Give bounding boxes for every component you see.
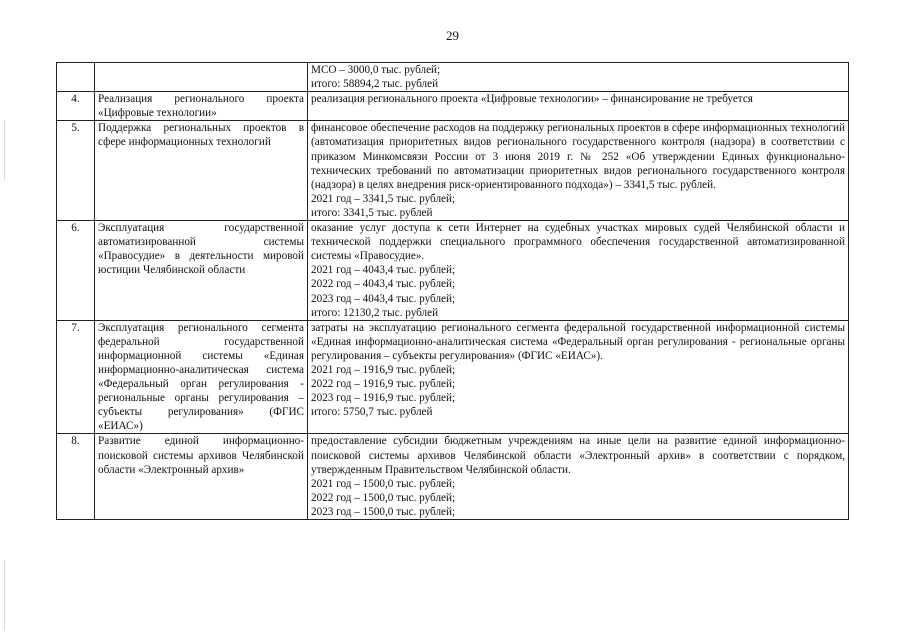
description-line: 2021 год – 4043,4 тыс. рублей; xyxy=(311,264,456,277)
row-number-cell: 4. xyxy=(57,92,95,121)
program-measures-table xyxy=(56,62,849,520)
description-line: итого: 12130,2 тыс. рублей xyxy=(311,306,439,319)
description-line: итого: 3341,5 тыс. рублей xyxy=(311,206,433,219)
description-line: 2023 год – 1916,9 тыс. рублей; xyxy=(311,392,456,405)
measure-description-cell xyxy=(308,221,849,321)
measure-description-cell xyxy=(308,63,849,92)
scan-edge-mark xyxy=(4,560,5,630)
measure-name-cell: Эксплуатация государственной автоматизированной системы «Правосудие» в деятельности мировой юстиции Челябинской области xyxy=(95,221,308,321)
scan-edge-mark xyxy=(4,120,5,180)
description-line: МСО – 3000,0 тыс. рублей; xyxy=(311,64,441,76)
row-number-cell: 8. xyxy=(57,434,95,520)
measure-name-cell: Развитие единой информационно-поисковой системы архивов Челябинской области «Электронный архив» xyxy=(95,434,308,520)
description-line: 2022 год – 1916,9 тыс. рублей; xyxy=(311,378,456,391)
description-line: финансовое обеспечение расходов на поддержку региональных проектов в сфере информационных технологий (автоматизация приоритетных видов регионального государственного контроля (надзора) в соответствии с приказом Минкомсвязи России от 3 июня 2019 г. № 252 «Об утверждении Единых функционально-технических требований по автоматизации приоритетных видов регионального государственного контроля (надзора) в целях внедрения риск-ориентированного подхода») – 3341,5 тыс. рублей. xyxy=(311,122,845,191)
row-number-cell: 7. xyxy=(57,320,95,434)
row-number-cell: 6. xyxy=(57,221,95,321)
description-line: итого: 58894,2 тыс. рублей xyxy=(311,78,439,91)
measure-name-cell xyxy=(95,63,308,92)
row-number-cell xyxy=(57,63,95,92)
measure-name-cell: Реализация регионального проекта «Цифровые технологии» xyxy=(95,92,308,121)
description-line: 2023 год – 4043,4 тыс. рублей; xyxy=(311,292,456,305)
measure-name-cell: Эксплуатация регионального сегмента федеральной государственной информационной системы «Единая информационно-аналитическая система «Федеральный орган регулирования - региональные органы регулирования – субъекты регулирования» (ФГИС «ЕИАС») xyxy=(95,320,308,434)
measure-description-cell xyxy=(308,434,849,520)
table-row xyxy=(57,221,849,321)
table-body xyxy=(57,63,849,520)
description-line: затраты на эксплуатацию регионального сегмента федеральной государственной информационной системы «Единая информационно-аналитическая система «Федеральный орган регулирования - региональные органы регулирования – субъекты регулирования» (ФГИС «ЕИАС»). xyxy=(311,321,845,362)
table-row xyxy=(57,92,849,121)
description-line: реализация регионального проекта «Цифровые технологии» – финансирование не требуется xyxy=(311,93,753,106)
measure-description-cell xyxy=(308,92,849,121)
table-row xyxy=(57,63,849,92)
table-row xyxy=(57,121,849,221)
description-line: предоставление субсидии бюджетным учреждениям на иные цели на развитие единой информационно-поисковой системы архивов Челябинской области «Электронный архив» в соответствии с порядком, утвержденным Правительством Челябинской области. xyxy=(311,435,845,476)
description-line: 2021 год – 1916,9 тыс. рублей; xyxy=(311,363,456,376)
measure-description-cell xyxy=(308,320,849,434)
description-line: 2022 год – 4043,4 тыс. рублей; xyxy=(311,278,456,291)
table-row xyxy=(57,434,849,520)
description-line: 2021 год – 1500,0 тыс. рублей; xyxy=(311,477,456,490)
table-row xyxy=(57,320,849,434)
description-line: оказание услуг доступа к сети Интернет на судебных участках мировых судей Челябинской области и технической поддержки специального программного обеспечения государственной автоматизированной системы «Правосудие». xyxy=(311,222,845,263)
page-number: 29 xyxy=(446,28,459,43)
measure-description-cell xyxy=(308,121,849,221)
description-line: 2023 год – 1500,0 тыс. рублей; xyxy=(311,505,456,518)
description-line: 2022 год – 1500,0 тыс. рублей; xyxy=(311,491,456,504)
row-number-cell: 5. xyxy=(57,121,95,221)
description-line: 2021 год – 3341,5 тыс. рублей; xyxy=(311,192,456,205)
description-line: итого: 5750,7 тыс. рублей xyxy=(311,406,433,419)
measure-name-cell: Поддержка региональных проектов в сфере информационных технологий xyxy=(95,121,308,221)
